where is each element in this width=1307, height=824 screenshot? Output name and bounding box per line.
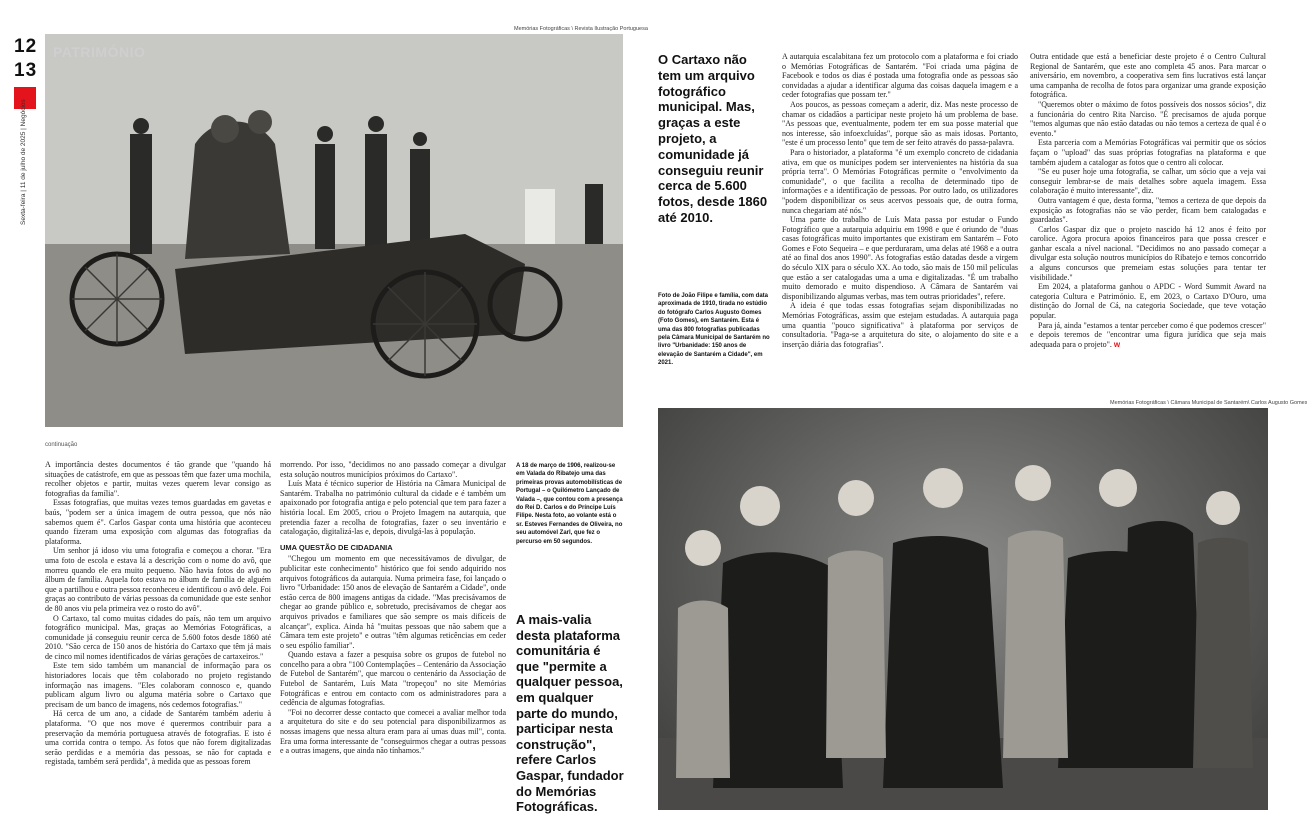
paragraph-text: Para já, ainda "estamos a tentar perceber como é que podemos crescer" e depois teremos de "encontrar uma figura jurídica que seja mais adequada para o projeto".: [1030, 320, 1266, 349]
paragraph: Luís Mata é técnico superior de História na Câmara Municipal de Santarém. Trabalha no património cultural da cidade e é também um apaixonado por fotografia antiga e pelo potencial que tem para fazer a história local. Em 2005, criou o Projeto Imagem na autarquia, que pretendia fazer a recolha de fotografias, fazer o seu inventário e catalogação, digitalizá-las e, depois, divulgá-las à população.: [280, 479, 506, 537]
pull-quote-bottom: A mais-valia desta plataforma comunitária é que "permite a qualquer pessoa, em qualquer parte do mundo, participar nesta construção", refere Carlos Gaspar, fundador do Memórias Fotográficas.: [516, 612, 624, 815]
right-body-column-2: [1030, 52, 1266, 370]
family-photo-credit: Memórias Fotográficas \ Câmara Municipal de Santarém\ Carlos Augusto Gomes: [1110, 400, 1307, 406]
family-photo-caption: Foto de João Filipe e família, com data aproximada de 1910, tirada no estúdio do fotógrafo Carlos Augusto Gomes (Foto Gomes), em Santarém. Esta é uma das 800 fotografias publicadas pela Câmara Municipal de Santarém no livro "Urbanidade: 150 anos de elevação de Santarém a Cidade", em 2021.: [658, 293, 770, 367]
paragraph: A autarquia escalabitana fez um protocolo com a plataforma e foi criado o Memórias Fotográficas de Santarém. "Foi criada uma página de Facebook e todos os dias é postada uma fotografia onde as pessoas são convidadas a ajudar a identificar alguma das coisas daquela imagem e a ceder fotografias que possam ter.": [782, 52, 1018, 100]
paragraph: Para o historiador, a plataforma "é um exemplo concreto de cidadania ativa, em que os munícipes podem ser intervenientes na história da sua própria terra". O Memórias Fotográficas permite o "envolvimento da comunidade", o que facilita a recolha de determinado tipo de informações e a identificação de pessoas. Por outro lado, os utilizadores "podem disponibilizar os seus acervos pessoais que, de outra forma, nunca chegariam até nós.": [782, 147, 1018, 215]
left-body-column-2: [280, 460, 506, 800]
section-subheading: UMA QUESTÃO DE CIDADANIA: [280, 542, 393, 552]
family-portrait-photo: [658, 408, 1268, 810]
end-mark: w: [1113, 339, 1121, 349]
paragraph: A importância destes documentos é tão grande que "quando há situações de catástrofe, em que as pessoas têm que fazer uma mochila, recolher objetos e partir, muitas vezes querem levar consigo as fotografias da família".: [45, 460, 271, 498]
paragraph: [1030, 321, 1266, 350]
paragraph: Há cerca de um ano, a cidade de Santarém também aderiu à plataforma. "O que nos move é querermos contribuir para a preservação da memória portuguesa através de fotografias. E isto é uma corrida contra o tempo. As fotos que não forem digitalizadas serão perdidas e a memória das pessoas, se não for captada e registada, também será perdida", à medida que as pessoas forem: [45, 709, 271, 767]
paragraph: Outra vantagem é que, desta forma, "temos a certeza de que depois da exposição as fotografias não se vão perder, ficam bem catalogadas e guardadas".: [1030, 195, 1266, 225]
continued-label: continuação: [45, 442, 78, 448]
paragraph: Carlos Gaspar diz que o projeto nascido há 12 anos é feito por carolice. Agora procura apoios financeiros para que possa crescer e ganhar escala a nível nacional. "Decidimos no ano passado começar a divulgar esta solução noutros municípios do Ribatejo e temos concorrido a alguns concursos que premeiam estas soluções para tentar ter visibilidade.": [1030, 224, 1266, 282]
car-photo-caption: A 18 de março de 1906, realizou-se em Valada do Ribatejo uma das primeiras provas automobilísticas de Portugal – o Quilómetro Lançado de Valada –, que contou com a presença do Rei D. Carlos e do Príncipe Luís Filipe. Nesta foto, ao volante está o sr. Esteves Fernandes de Oliveira, no seu automóvel Zarl, que fez o percurso em 50 segundos.: [516, 463, 623, 545]
paragraph: O Cartaxo, tal como muitas cidades do país, não tem um arquivo fotográfico municipal. Mas, graças ao Memórias Fotográficas, a comunidade já conseguiu reunir cerca de 5.600 fotos desde 1860 até 2010. "São cerca de 150 anos de história do Cartaxo que têm já mais de cinco mil nomes identificados de várias gerações de cartaxeiros.": [45, 613, 271, 661]
paragraph: "Foi no decorrer desse contacto que comecei a avaliar melhor toda a arquitetura do site e do seu potencial para disponibilizarmos as nossas imagens que nessa altura eram para aí umas duas mil", conta. Era uma forma interessante de "conseguirmos chegar a outras pessoas e a outras imagens, que ainda não tínhamos.": [280, 707, 506, 756]
page-number-left: 12: [14, 36, 38, 57]
paragraph: "Se eu puser hoje uma fotografia, se calhar, um sócio que a veja vai conseguir lembrar-se de mais detalhes sobre aquela imagem. Essa colaboração é muito interessante", diz.: [1030, 167, 1266, 196]
paragraph: morrendo. Por isso, "decidimos no ano passado começar a divulgar esta solução noutros municípios próximos do Cartaxo".: [280, 460, 506, 479]
paragraph: Essas fotografias, que muitas vezes temos guardadas em gavetas e baús, "podem ser a única imagem de outra pessoa, que nós não sabemos quem é". Carlos Gaspar conta uma história que aconteceu quando fizeram uma exposição com algumas das fotografias da plataforma.: [45, 498, 271, 546]
family-portrait-illustration: [658, 408, 1268, 810]
right-body-column-1: [782, 52, 1018, 370]
top-photo-credit: Memórias Fotográficas \ Revista Ilustração Portuguesa: [514, 26, 648, 32]
antique-car-photo: [45, 34, 623, 427]
paragraph: Uma parte do trabalho de Luís Mata passa por estudar o Fundo Fotográfico que a autarquia adquiriu em 1998 e que é oriundo de "duas casas fotográficas muito importantes que existiram em Santarém – Foto Gomes e Foto Sequeira – e que perduraram, uma delas até 1968 e a outra até ao final dos anos 1990". As fotografias estão datadas desde a virgem do século XIX para o século XX. Ao todo, são mais de 150 mil películas que estão a ser catalogadas uma a uma e digitalizadas. "É um trabalho muito demorado e muito dispendioso. A Câmara de Santarém vai disponibilizando algumas verbas, mas tem outras prioridades", refere.: [782, 215, 1018, 301]
paragraph: "Queremos obter o máximo de fotos possíveis dos nossos sócios", diz a funcionária do centro Rita Narciso. "É precisamos de ajuda porque "temos algumas que não estão datadas ou não temos a certeza de qual é o evento.": [1030, 99, 1266, 138]
paragraph: Quando estava a fazer a pesquisa sobre os grupos de futebol no concelho para a obra "100 Contemplações – Centenário da Associação de Futebol de Santarém", que marcou o centenário da Associação de Futebol de Santarém, Luís Mata "tropeçou" no site Memórias Fotográficas e entrou em contacto com os administradores para a cedência de algumas fotografias.: [280, 650, 506, 708]
paragraph: Outra entidade que está a beneficiar deste projeto é o Centro Cultural Regional de Santarém, que este ano completa 45 anos. Para marcar o aniversário, em novembro, a cooperativa sem fins lucrativos está lançar uma campanha de recolha de fotos para organizar uma grande exposição fotográfica.: [1030, 52, 1266, 100]
paragraph: Aos poucos, as pessoas começam a aderir, diz. Mas neste processo de chamar os cidadãos a participar neste projeto há um problema de base. "As pessoas que, eventualmente, podem ter em sua posse material que nos interesse, são infoexcluídas", porque são as mais idosas. Portanto, "este é um processo lento" que tem de ser feito através do passa-palavra.: [782, 99, 1018, 148]
left-body-column-1: [45, 460, 271, 800]
section-label: PATRIMÓNIO: [53, 44, 146, 60]
paragraph: Este tem sido também um manancial de informação para os historiadores locais que têm colaborado no projeto registando informação nas imagens. "Eles colaboram connosco e, quando publicam algum livro ou alguma matéria sobre o Cartaxo que precisam de um banco de imagens, nós cedemos fotografias.": [45, 661, 271, 709]
issue-line: Sexta-feira | 11 de julho de 2025 | Negócios: [20, 99, 27, 225]
pull-quote-top: O Cartaxo não tem um arquivo fotográfico municipal. Mas, graças a este projeto, a comunidade já conseguiu reunir cerca de 5.600 fotos, desde 1860 até 2010.: [658, 52, 768, 225]
paragraph: Em 2024, a plataforma ganhou o APDC - Word Summit Award na categoria Cultura e Património. E, em 2023, o Cartaxo D'Ouro, uma distinção do Jornal de Cá, na categoria Sociedade, que teve votação popular.: [1030, 282, 1266, 321]
paragraph: A ideia é que todas essas fotografias sejam disponibilizadas no Memórias Fotográficas, assim que estejam estudadas. A autarquia paga uma quantia "pouco significativa" à plataforma por serviços de consultadoria. "Paga-se a arquitetura do site, o alojamento do site e a inserção diária das fotografias".: [782, 301, 1018, 349]
antique-car-illustration: [45, 34, 623, 427]
page-number-right: 13: [14, 60, 38, 81]
paragraph: Um senhor já idoso viu uma fotografia e começou a chorar. "Era uma foto de escola e estava lá a descrição com o nome do avô, que morreu quando ele era muito pequeno. Não havia fotos do avô no álbum de família. Aquela foto estava no álbum de família de alguém que a partilhou e outra pessoa reconheceu e identificou o avô dele. Foi graças ao contributo de várias pessoas da comunidade que este senhor de 80 anos viu pela primeira vez o rosto do avô".: [45, 546, 271, 613]
paragraph: "Chegou um momento em que necessitávamos de divulgar, de publicitar este conhecimento" histórico que foi sendo adquirido nos arquivos fotográficos da autarquia. Numa primeira fase, foi lançado o livro "Urbanidade: 150 anos de elevação de Santarém a Cidade", onde estão cerca de 800 imagens antigas da cidade. "Mas precisávamos de chegar ao grande público e, sobretudo, precisávamos de chegar aos arquivos privados e familiares que são sempre os mais difíceis de alcançar", explica. Ainda há "muitas pessoas que não sabem que a Câmara tem este projeto" e outras "têm algumas reticências em ceder o seu espólio familiar".: [280, 554, 506, 650]
paragraph: Esta parceria com a Memórias Fotográficas vai permitir que os sócios façam o "upload" das suas próprias fotografias na plataforma e que também ajudem a catalogar as fotos que o centro ali colocar.: [1030, 138, 1266, 167]
